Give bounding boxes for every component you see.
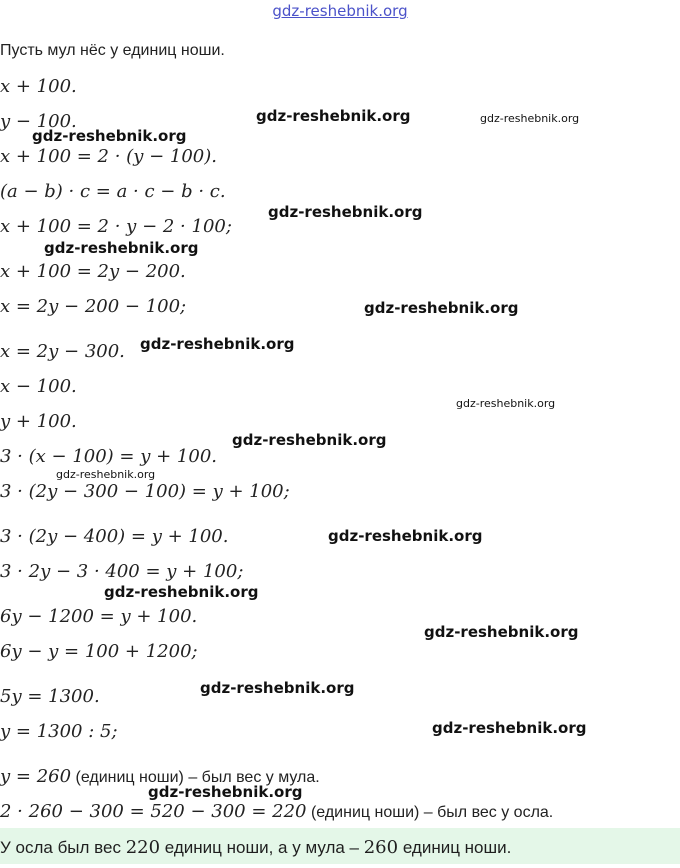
math-line: 3 · (2y − 400) = y + 100. (0, 526, 229, 547)
result-text: (единиц ноши) – был вес у осла. (306, 804, 554, 821)
answer-text: единиц ноши. (398, 838, 512, 857)
watermark: gdz-reshebnik.org (56, 468, 156, 481)
watermark: gdz-reshebnik.org (104, 583, 259, 601)
math-line: x + 100 = 2 · y − 2 · 100; (0, 216, 232, 237)
watermark: gdz-reshebnik.org (148, 783, 303, 801)
math-line: 5y = 1300. (0, 686, 100, 707)
math-line: y − 100. (0, 111, 77, 132)
answer-number: 260 (363, 837, 399, 858)
site-link[interactable]: gdz-reshebnik.org (272, 2, 408, 20)
math-line: (a − b) · c = a · c − b · c. (0, 181, 226, 202)
watermark: gdz-reshebnik.org (328, 527, 483, 545)
watermark: gdz-reshebnik.org (268, 203, 423, 221)
watermark: gdz-reshebnik.org (424, 623, 579, 641)
intro-text: Пусть мул нёс y единиц ноши. (0, 42, 225, 59)
answer-number: 220 (125, 837, 161, 858)
math-line: x − 100. (0, 376, 77, 397)
watermark: gdz-reshebnik.org (432, 719, 587, 737)
watermark: gdz-reshebnik.org (200, 679, 355, 697)
math-line: y + 100. (0, 411, 77, 432)
math-line: x = 2y − 200 − 100; (0, 296, 187, 317)
math-line: 3 · (x − 100) = y + 100. (0, 446, 217, 467)
watermark: gdz-reshebnik.org (44, 239, 199, 257)
math-line: 6y − 1200 = y + 100. (0, 606, 198, 627)
result-math: 2 · 260 − 300 = 520 − 300 = 220 (0, 801, 307, 822)
answer-text: У осла был вес (0, 838, 126, 857)
math-line: x + 100 = 2y − 200. (0, 261, 186, 282)
result-text: (единиц ноши) – был вес у мула. (71, 769, 320, 786)
answer-text: единиц ноши, а у мула – (160, 838, 364, 857)
math-line: 3 · (2y − 300 − 100) = y + 100; (0, 481, 290, 502)
math-line: y = 1300 : 5; (0, 721, 118, 742)
watermark: gdz-reshebnik.org (232, 431, 387, 449)
math-line: 6y − y = 100 + 1200; (0, 641, 198, 662)
watermark: gdz-reshebnik.org (140, 335, 295, 353)
watermark: gdz-reshebnik.org (480, 112, 580, 125)
watermark: gdz-reshebnik.org (456, 397, 556, 410)
watermark: gdz-reshebnik.org (256, 107, 411, 125)
math-line: x + 100 = 2 · (y − 100). (0, 146, 217, 167)
math-line: 3 · 2y − 3 · 400 = y + 100; (0, 561, 244, 582)
watermark: gdz-reshebnik.org (32, 127, 187, 145)
result-math: y = 260 (0, 766, 72, 787)
answer-box (0, 828, 680, 864)
result-line-donkey (0, 801, 553, 822)
watermark: gdz-reshebnik.org (364, 299, 519, 317)
math-line: x + 100. (0, 76, 77, 97)
math-line: x = 2y − 300. (0, 341, 125, 362)
